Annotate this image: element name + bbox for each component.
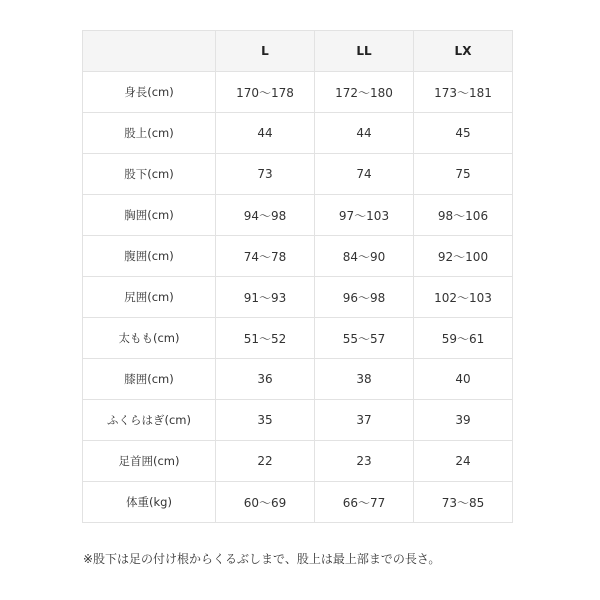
table-cell: 92〜100 <box>414 236 513 277</box>
row-label: 足首囲(cm) <box>83 441 216 482</box>
size-chart-table <box>82 30 513 523</box>
table-cell: 35 <box>216 400 315 441</box>
table-row-inseam <box>83 154 513 195</box>
table-cell: 44 <box>216 113 315 154</box>
table-cell: 102〜103 <box>414 277 513 318</box>
table-cell: 55〜57 <box>315 318 414 359</box>
table-row-rise <box>83 113 513 154</box>
table-cell: 51〜52 <box>216 318 315 359</box>
table-cell: 74〜78 <box>216 236 315 277</box>
table-cell: 45 <box>414 113 513 154</box>
table-cell: 172〜180 <box>315 72 414 113</box>
table-cell: 39 <box>414 400 513 441</box>
table-cell: 59〜61 <box>414 318 513 359</box>
row-label: 体重(kg) <box>83 482 216 523</box>
row-label: 股下(cm) <box>83 154 216 195</box>
table-cell: 94〜98 <box>216 195 315 236</box>
table-cell: 84〜90 <box>315 236 414 277</box>
table-cell: 44 <box>315 113 414 154</box>
table-row-ankle <box>83 441 513 482</box>
table-cell: 75 <box>414 154 513 195</box>
row-label: ふくらはぎ(cm) <box>83 400 216 441</box>
table-row-weight <box>83 482 513 523</box>
table-row-height <box>83 72 513 113</box>
row-label: 身長(cm) <box>83 72 216 113</box>
table-row-waist <box>83 236 513 277</box>
table-row-calf <box>83 400 513 441</box>
table-cell: 173〜181 <box>414 72 513 113</box>
table-row-knee <box>83 359 513 400</box>
header-corner-cell <box>83 31 216 72</box>
table-cell: 74 <box>315 154 414 195</box>
row-label: 尻囲(cm) <box>83 277 216 318</box>
header-size-lx: LX <box>414 31 513 72</box>
row-label: 胸囲(cm) <box>83 195 216 236</box>
table-cell: 60〜69 <box>216 482 315 523</box>
table-row-chest <box>83 195 513 236</box>
table-cell: 24 <box>414 441 513 482</box>
table-cell: 96〜98 <box>315 277 414 318</box>
table-cell: 37 <box>315 400 414 441</box>
table-cell: 22 <box>216 441 315 482</box>
table-cell: 36 <box>216 359 315 400</box>
header-size-ll: LL <box>315 31 414 72</box>
table-cell: 23 <box>315 441 414 482</box>
header-row <box>83 31 513 72</box>
row-label: 腹囲(cm) <box>83 236 216 277</box>
footnote: ※股下は足の付け根からくるぶしまで、股上は最上部までの長さ。 <box>83 552 441 566</box>
table-row-hip <box>83 277 513 318</box>
table-cell: 73 <box>216 154 315 195</box>
table-cell: 66〜77 <box>315 482 414 523</box>
table-cell: 98〜106 <box>414 195 513 236</box>
header-size-l: L <box>216 31 315 72</box>
row-label: 太もも(cm) <box>83 318 216 359</box>
table-cell: 38 <box>315 359 414 400</box>
table-row-thigh <box>83 318 513 359</box>
table-cell: 170〜178 <box>216 72 315 113</box>
table-cell: 73〜85 <box>414 482 513 523</box>
table-cell: 40 <box>414 359 513 400</box>
row-label: 膝囲(cm) <box>83 359 216 400</box>
row-label: 股上(cm) <box>83 113 216 154</box>
table-cell: 97〜103 <box>315 195 414 236</box>
table-cell: 91〜93 <box>216 277 315 318</box>
